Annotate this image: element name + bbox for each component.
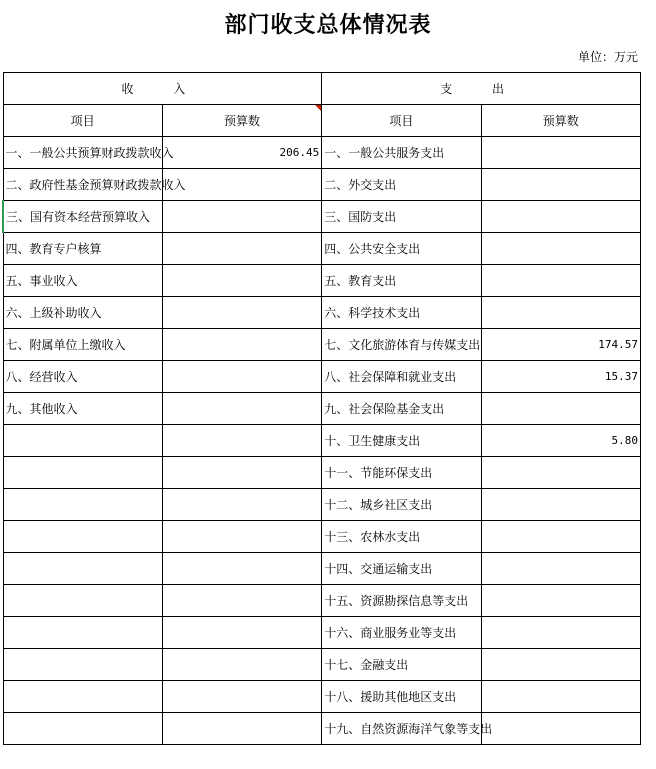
table-row	[3, 233, 641, 265]
expense-item-cell[interactable]: 六、科学技术支出	[322, 297, 481, 329]
income-value-cell[interactable]	[162, 201, 321, 233]
expense-value-cell[interactable]	[481, 553, 640, 585]
expense-item-cell[interactable]: 四、公共安全支出	[322, 233, 481, 265]
expense-value-cell[interactable]	[481, 201, 640, 233]
table-row	[3, 361, 641, 393]
expense-section-header[interactable]: 支 出	[322, 73, 641, 105]
income-item-cell[interactable]	[3, 713, 162, 745]
expense-item-header[interactable]: 项目	[322, 105, 481, 137]
table-row	[3, 457, 641, 489]
expense-item-cell[interactable]: 七、文化旅游体育与传媒支出	[322, 329, 481, 361]
table-row	[3, 329, 641, 361]
expense-item-cell[interactable]: 十八、援助其他地区支出	[322, 681, 481, 713]
income-value-cell[interactable]	[162, 393, 321, 425]
income-item-cell[interactable]: 五、事业收入	[3, 265, 162, 297]
expense-value-cell[interactable]	[481, 393, 640, 425]
page-title: 部门收支总体情况表	[224, 12, 432, 38]
expense-item-cell[interactable]: 十一、节能环保支出	[322, 457, 481, 489]
income-value-cell[interactable]	[162, 713, 321, 745]
income-item-header[interactable]: 项目	[3, 105, 162, 137]
expense-item-cell[interactable]: 十、卫生健康支出	[322, 425, 481, 457]
expense-item-cell[interactable]: 十九、自然资源海洋气象等支出	[322, 713, 481, 745]
expense-value-cell[interactable]	[481, 585, 640, 617]
table-row	[3, 553, 641, 585]
expense-item-cell[interactable]: 十四、交通运输支出	[322, 553, 481, 585]
income-value-cell[interactable]	[162, 585, 321, 617]
income-item-cell[interactable]: 三、国有资本经营预算收入	[3, 201, 162, 233]
expense-item-cell[interactable]: 五、教育支出	[322, 265, 481, 297]
expense-value-cell[interactable]	[481, 681, 640, 713]
income-value-cell[interactable]	[162, 329, 321, 361]
table-row	[3, 713, 641, 745]
table-row	[3, 297, 641, 329]
income-item-cell[interactable]	[3, 553, 162, 585]
table-row	[3, 649, 641, 681]
income-value-cell[interactable]	[162, 649, 321, 681]
expense-value-cell[interactable]	[481, 233, 640, 265]
income-item-cell[interactable]	[3, 681, 162, 713]
expense-value-cell[interactable]	[481, 137, 640, 169]
income-value-cell[interactable]	[162, 361, 321, 393]
expense-item-cell[interactable]: 十五、资源勘探信息等支出	[322, 585, 481, 617]
income-item-cell[interactable]	[3, 521, 162, 553]
table-row	[3, 393, 641, 425]
unit-label: 单位：万元	[577, 50, 638, 64]
expense-item-cell[interactable]: 十七、金融支出	[322, 649, 481, 681]
expense-value-cell[interactable]	[481, 297, 640, 329]
income-value-cell[interactable]	[162, 489, 321, 521]
income-item-cell[interactable]	[3, 585, 162, 617]
expense-value-cell[interactable]	[481, 489, 640, 521]
income-item-cell[interactable]: 一、一般公共预算财政拨款收入	[3, 137, 162, 169]
table-row	[3, 617, 641, 649]
table-row	[3, 265, 641, 297]
table-row	[3, 489, 641, 521]
income-value-cell[interactable]	[162, 617, 321, 649]
expense-item-cell[interactable]: 十二、城乡社区支出	[322, 489, 481, 521]
expense-item-cell[interactable]: 九、社会保险基金支出	[322, 393, 481, 425]
table-row	[3, 425, 641, 457]
income-item-cell[interactable]: 七、附属单位上缴收入	[3, 329, 162, 361]
section-header-row	[3, 73, 641, 105]
expense-value-cell[interactable]	[481, 521, 640, 553]
income-value-cell[interactable]: 206.45	[162, 137, 321, 169]
expense-value-cell[interactable]	[481, 713, 640, 745]
income-budget-header[interactable]: 预算数	[162, 105, 321, 137]
income-item-cell[interactable]: 九、其他收入	[3, 393, 162, 425]
income-value-cell[interactable]	[162, 681, 321, 713]
income-item-cell[interactable]: 四、教育专户核算	[3, 233, 162, 265]
table-row	[3, 201, 641, 233]
income-section-header[interactable]: 收 入	[3, 73, 322, 105]
income-value-cell[interactable]	[162, 297, 321, 329]
income-value-cell[interactable]	[162, 233, 321, 265]
table-row	[3, 137, 641, 169]
table-row	[3, 521, 641, 553]
income-value-cell[interactable]	[162, 425, 321, 457]
income-item-cell[interactable]	[3, 457, 162, 489]
expense-budget-header[interactable]: 预算数	[481, 105, 640, 137]
income-item-cell[interactable]	[3, 425, 162, 457]
expense-item-cell[interactable]: 八、社会保障和就业支出	[322, 361, 481, 393]
income-value-cell[interactable]	[162, 553, 321, 585]
income-value-cell[interactable]	[162, 521, 321, 553]
expense-value-cell[interactable]	[481, 649, 640, 681]
expense-item-cell[interactable]: 十三、农林水支出	[322, 521, 481, 553]
income-value-cell[interactable]	[162, 265, 321, 297]
income-item-cell[interactable]: 二、政府性基金预算财政拨款收入	[3, 169, 162, 201]
income-item-cell[interactable]: 六、上级补助收入	[3, 297, 162, 329]
expense-item-cell[interactable]: 三、国防支出	[322, 201, 481, 233]
expense-value-cell[interactable]: 174.57	[481, 329, 640, 361]
income-item-cell[interactable]: 八、经营收入	[3, 361, 162, 393]
expense-value-cell[interactable]	[481, 617, 640, 649]
expense-value-cell[interactable]	[481, 265, 640, 297]
column-header-row	[3, 105, 641, 137]
income-item-cell[interactable]	[3, 489, 162, 521]
income-item-cell[interactable]	[3, 617, 162, 649]
expense-value-cell[interactable]: 5.80	[481, 425, 640, 457]
budget-table	[2, 72, 641, 745]
income-value-cell[interactable]	[162, 169, 321, 201]
income-value-cell[interactable]	[162, 457, 321, 489]
expense-item-cell[interactable]: 二、外交支出	[322, 169, 481, 201]
expense-value-cell[interactable]	[481, 169, 640, 201]
expense-value-cell[interactable]	[481, 457, 640, 489]
table-row	[3, 169, 641, 201]
table-row	[3, 585, 641, 617]
expense-value-cell[interactable]: 15.37	[481, 361, 640, 393]
table-row	[3, 681, 641, 713]
expense-item-cell[interactable]: 十六、商业服务业等支出	[322, 617, 481, 649]
income-item-cell[interactable]	[3, 649, 162, 681]
expense-item-cell[interactable]: 一、一般公共服务支出	[322, 137, 481, 169]
